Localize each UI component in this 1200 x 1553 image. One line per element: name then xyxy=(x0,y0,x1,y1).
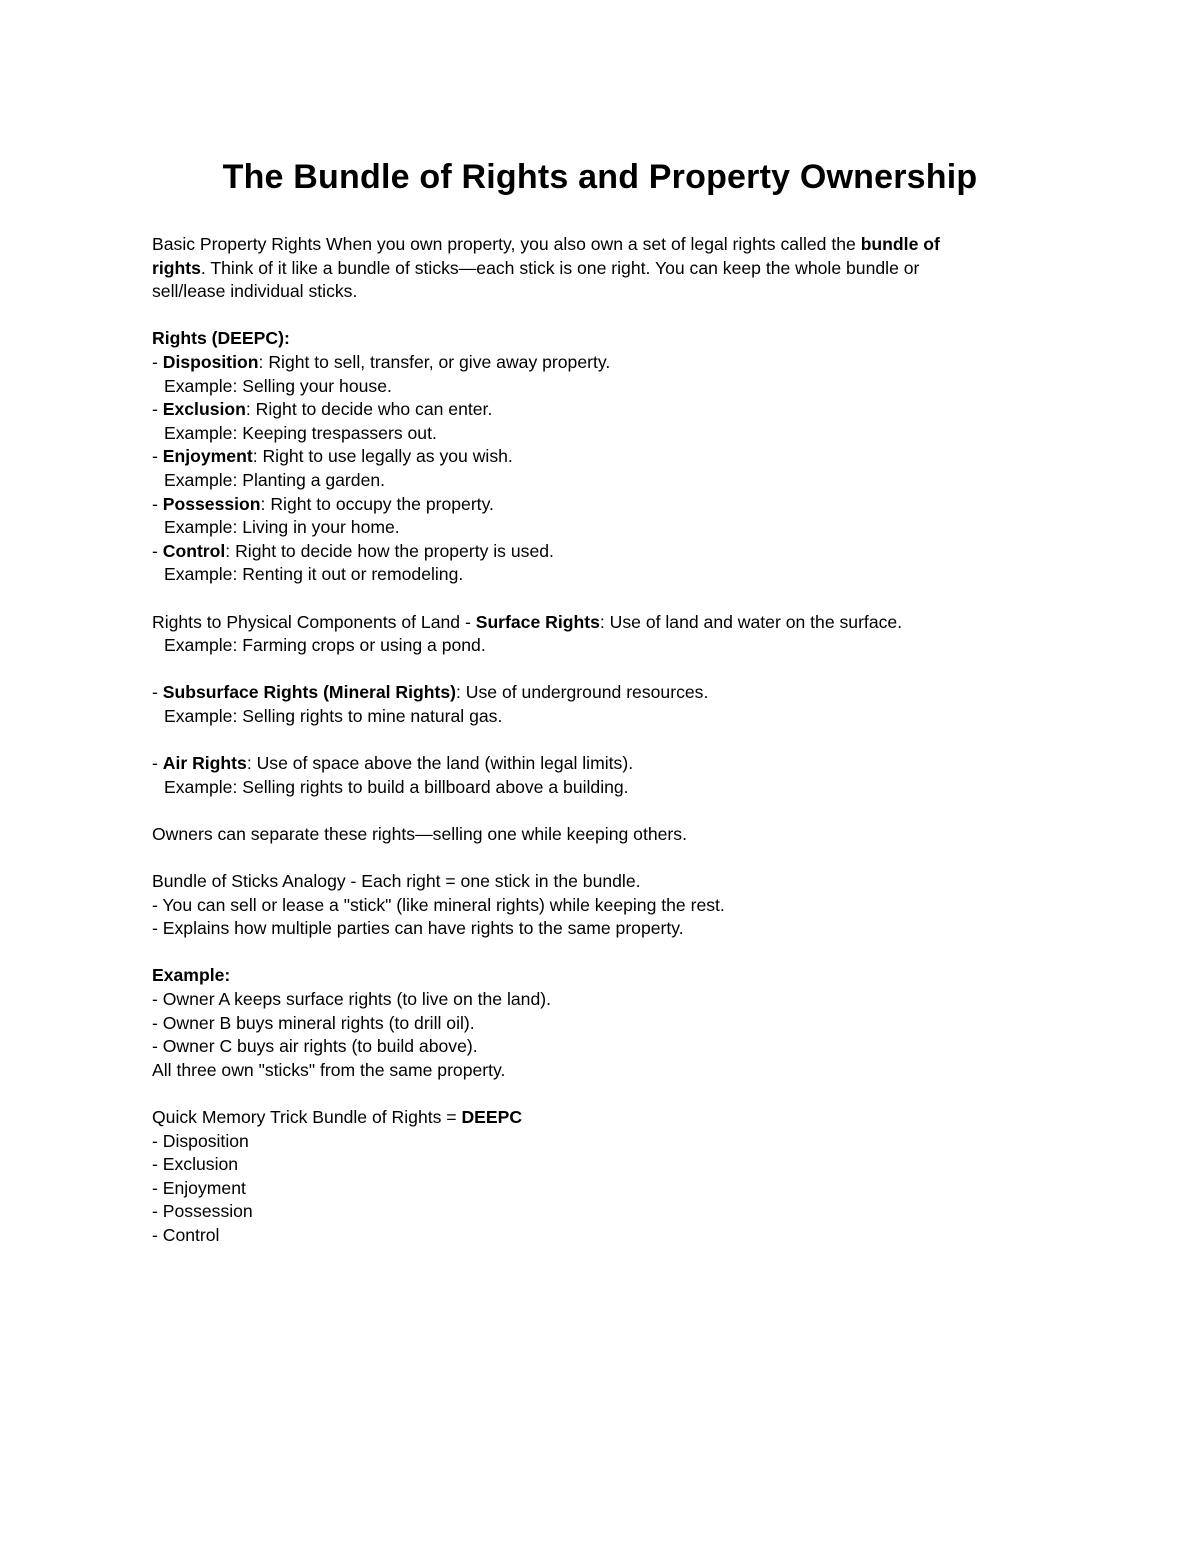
example-heading-text: Example: xyxy=(152,965,231,986)
memory-trick-item: - Control xyxy=(152,1224,220,1245)
deepc-heading-text: Rights (DEEPC): xyxy=(152,328,290,349)
analogy-line: Bundle of Sticks Analogy - Each right = one stick in the bundle. xyxy=(152,871,641,892)
right-term: Surface Rights xyxy=(475,611,600,632)
example-line: All three own "sticks" from the same property. xyxy=(152,1059,506,1080)
example-line: - Owner B buys mineral rights (to drill oil). xyxy=(152,1012,475,1033)
spacer xyxy=(152,587,1052,611)
spacer xyxy=(152,304,1052,328)
right-description: : Right to sell, transfer, or give away property. xyxy=(258,351,611,372)
section-intro-text: Rights to Physical Components of Land - xyxy=(152,611,476,632)
right-description: : Right to decide how the property is used. xyxy=(225,540,554,561)
right-example: Example: Farming crops or using a pond. xyxy=(164,635,486,656)
right-description: : Right to decide who can enter. xyxy=(245,399,493,420)
example-line: - Owner A keeps surface rights (to live on the land). xyxy=(152,989,551,1009)
bullet-dash: - xyxy=(152,753,163,774)
intro-line-2 xyxy=(152,257,1052,281)
right-description: : Right to use legally as you wish. xyxy=(252,446,513,467)
intro-line-1 xyxy=(152,233,1052,257)
analogy-line: - Explains how multiple parties can have rights to the same property. xyxy=(152,918,684,939)
intro-text: . Think of it like a bundle of sticks—each stick is one right. You can keep the whole bundle or xyxy=(200,257,920,278)
right-example: Example: Planting a garden. xyxy=(164,469,386,490)
spacer xyxy=(152,846,1052,870)
intro-text: Basic Property Rights When you own property, you also own a set of legal rights called the xyxy=(152,234,861,254)
right-example: Example: Renting it out or remodeling. xyxy=(164,564,464,585)
document-title: The Bundle of Rights and Property Ownership xyxy=(222,158,978,196)
bullet-dash: - xyxy=(152,446,163,467)
bullet-dash: - xyxy=(152,493,163,514)
analogy-line: - You can sell or lease a "stick" (like mineral rights) while keeping the rest. xyxy=(152,894,725,915)
right-term: Possession xyxy=(162,493,261,514)
right-description: : Use of space above the land (within legal limits). xyxy=(246,753,634,774)
spacer xyxy=(152,658,1052,682)
right-term: Air Rights xyxy=(162,753,247,774)
right-item-exclusion xyxy=(152,398,1052,422)
spacer xyxy=(152,1082,1052,1106)
example-heading xyxy=(152,964,1052,988)
bullet-dash: - xyxy=(152,351,163,372)
surface-rights-line xyxy=(152,611,1052,635)
memory-trick-text: Quick Memory Trick Bundle of Rights = xyxy=(152,1106,462,1127)
document-body xyxy=(152,233,1052,1248)
example-line: - Owner C buys air rights (to build above). xyxy=(152,1036,478,1057)
separate-rights-text: Owners can separate these rights—selling one while keeping others. xyxy=(152,823,687,844)
right-item-control xyxy=(152,540,1052,564)
memory-trick-item: - Disposition xyxy=(152,1130,249,1151)
right-term: Subsurface Rights (Mineral Rights) xyxy=(162,682,457,703)
intro-bold-term: rights xyxy=(152,257,201,278)
right-description: : Right to occupy the property. xyxy=(260,493,494,514)
spacer xyxy=(152,728,1052,752)
right-term: Disposition xyxy=(162,351,259,372)
right-example: Example: Living in your home. xyxy=(164,517,400,538)
right-example: Example: Selling rights to build a billboard above a building. xyxy=(164,776,629,797)
right-term: Exclusion xyxy=(162,399,246,420)
memory-trick-item: - Enjoyment xyxy=(152,1177,246,1198)
right-item-disposition xyxy=(152,351,1052,375)
right-example: Example: Selling rights to mine natural gas. xyxy=(164,705,503,726)
right-example: Example: Keeping trespassers out. xyxy=(164,422,437,443)
right-example: Example: Selling your house. xyxy=(164,375,392,396)
subsurface-rights-line xyxy=(152,681,1052,705)
memory-trick-line xyxy=(152,1106,1052,1130)
bullet-dash: - xyxy=(152,540,163,561)
memory-trick-item: - Possession xyxy=(152,1201,253,1222)
right-description: : Use of land and water on the surface. xyxy=(599,611,903,632)
deepc-heading xyxy=(152,327,1052,351)
bullet-dash: - xyxy=(152,399,163,420)
spacer xyxy=(152,799,1052,823)
intro-bold-term: bundle of xyxy=(860,234,940,254)
spacer xyxy=(152,941,1052,965)
air-rights-line xyxy=(152,752,1052,776)
memory-trick-item: - Exclusion xyxy=(152,1154,239,1175)
right-item-possession xyxy=(152,493,1052,517)
right-description: : Use of underground resources. xyxy=(456,682,709,703)
memory-trick-acronym: DEEPC xyxy=(461,1106,523,1127)
right-term: Control xyxy=(162,540,226,561)
right-term: Enjoyment xyxy=(162,446,253,467)
intro-line-3: sell/lease individual sticks. xyxy=(152,281,358,302)
right-item-enjoyment xyxy=(152,445,1052,469)
bullet-dash: - xyxy=(152,682,163,703)
